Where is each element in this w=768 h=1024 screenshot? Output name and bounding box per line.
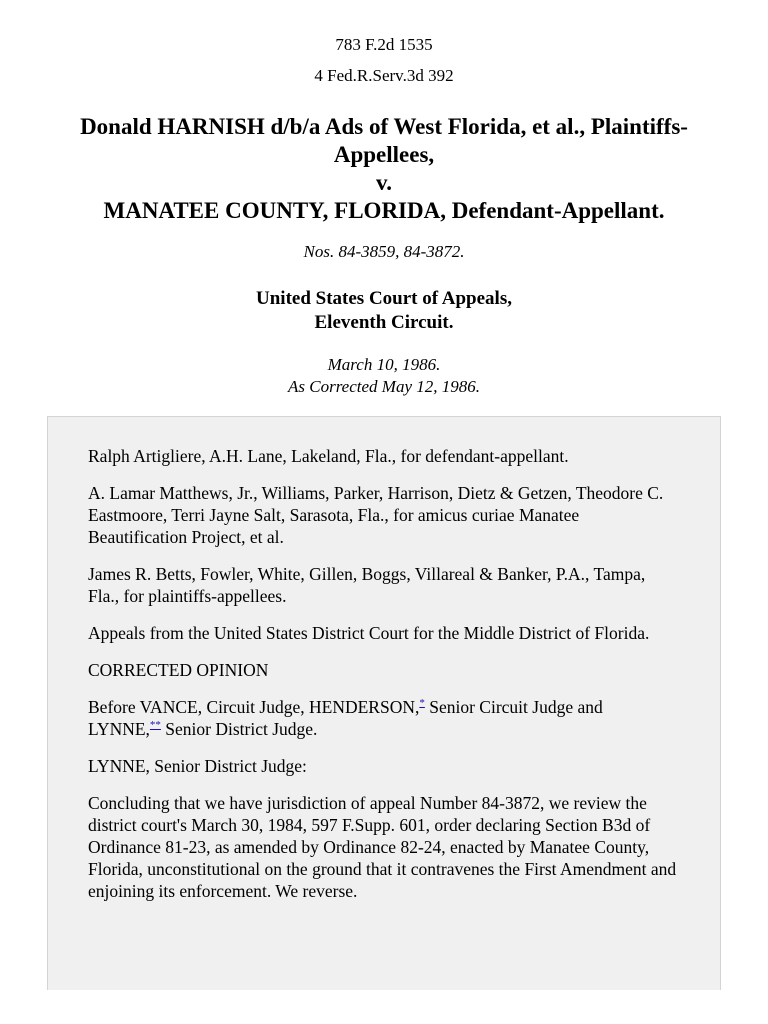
decision-dates xyxy=(0,354,768,398)
opinion-author: LYNNE, Senior District Judge: xyxy=(88,756,307,776)
opinion-content-panel xyxy=(47,416,721,990)
footnote-link-1[interactable]: * xyxy=(419,697,425,710)
panel-judges xyxy=(88,696,680,740)
counsel-amicus: A. Lamar Matthews, Jr., Williams, Parker, Harrison, Dietz & Getzen, Theodore C. Eastmoore, Terri Jayne Salt, Sarasota, Fla., for amicus curiae Manatee Beautification Project, et al. xyxy=(88,483,664,547)
footnote-link-2[interactable]: ** xyxy=(149,719,161,732)
case-title-line-3: v. xyxy=(376,170,392,195)
appeal-from: Appeals from the United States District Court for the Middle District of Florida. xyxy=(88,623,650,643)
date-corrected: As Corrected May 12, 1986. xyxy=(287,377,480,396)
case-title-line-1: Donald HARNISH d/b/a Ads of West Florida, et al., Plaintiffs- xyxy=(80,114,688,139)
court-name xyxy=(0,287,768,335)
citation-secondary: 4 Fed.R.Serv.3d 392 xyxy=(314,66,454,85)
panel-text-1: Before VANCE, Circuit Judge, HENDERSON, xyxy=(88,697,420,717)
court-name-line-1: United States Court of Appeals, xyxy=(256,288,512,309)
opinion-label: CORRECTED OPINION xyxy=(88,660,269,680)
docket-numbers: Nos. 84-3859, 84-3872. xyxy=(303,242,465,261)
case-title-line-2: Appellees, xyxy=(333,142,435,167)
citation-primary: 783 F.2d 1535 xyxy=(335,35,433,54)
court-name-line-2: Eleventh Circuit. xyxy=(314,312,454,333)
counsel-defendant: Ralph Artigliere, A.H. Lane, Lakeland, Fla., for defendant-appellant. xyxy=(88,446,569,466)
panel-text-2: Senior Circuit Judge and LYNNE, xyxy=(88,697,603,739)
date-decided: March 10, 1986. xyxy=(327,355,441,374)
case-title-line-4: MANATEE COUNTY, FLORIDA, Defendant-Appellant. xyxy=(103,198,665,223)
opening-paragraph: Concluding that we have jurisdiction of appeal Number 84-3872, we review the district court's March 30, 1984, 597 F.Supp. 601, order declaring Section B3d of Ordinance 81-23, as amended by Ordinance 82-24, enacted by Manatee County, Florida, unconstitutional on the ground that it contravenes the First Amendment and enjoining its enforcement. We reverse. xyxy=(88,793,677,901)
case-title xyxy=(30,113,738,225)
counsel-plaintiffs: James R. Betts, Fowler, White, Gillen, Boggs, Villareal & Banker, P.A., Tampa, Fla., for plaintiffs-appellees. xyxy=(88,564,646,606)
panel-text-3: Senior District Judge. xyxy=(160,719,318,739)
